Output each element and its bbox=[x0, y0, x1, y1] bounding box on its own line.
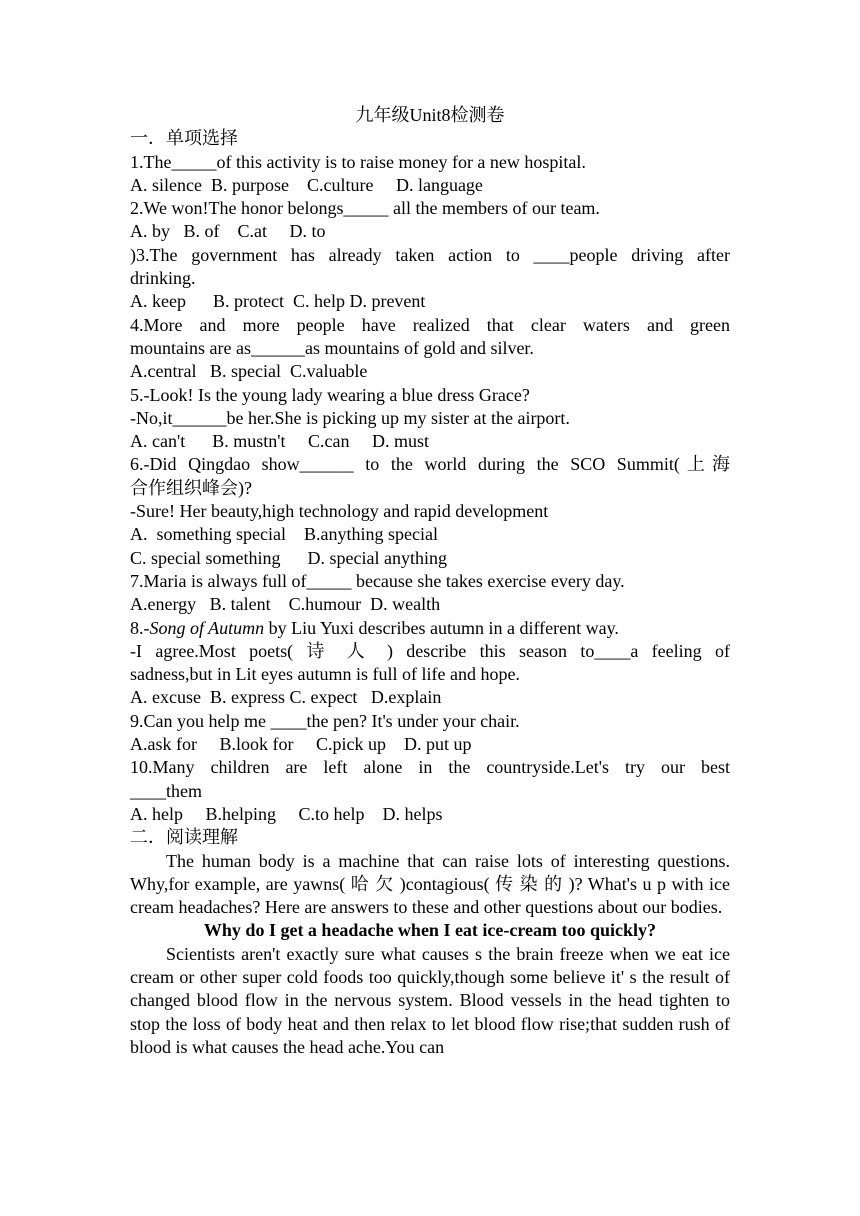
question-reply: -I agree.Most poets( 诗 人 ) describe this season to____a feeling of bbox=[130, 640, 730, 661]
question-reply: -Sure! Her beauty,high technology and rapid development bbox=[130, 501, 549, 522]
stem-suffix: by Liu Yuxi describes autumn in a different way. bbox=[264, 617, 619, 638]
question-options: A. something special B.anything special bbox=[130, 524, 438, 545]
question-reply: -No,it______be her.She is picking up my sister at the airport. bbox=[130, 407, 570, 428]
question-options: A.ask for B.look for C.pick up D. put up bbox=[130, 734, 472, 755]
poem-title: Song of Autumn bbox=[149, 617, 265, 638]
question-stem: 7.Maria is always full of_____ because she takes exercise every day. bbox=[130, 570, 625, 591]
question-stem: 5.-Look! Is the young lady wearing a blue dress Grace? bbox=[130, 384, 530, 405]
question-options: A. keep B. protect C. help D. prevent bbox=[130, 291, 426, 312]
question-options: A. silence B. purpose C.culture D. language bbox=[130, 174, 483, 195]
question-options: A. can't B. mustn't C.can D. must bbox=[130, 431, 429, 452]
question-stem: 2.We won!The honor belongs_____ all the members of our team. bbox=[130, 198, 600, 219]
reading-body-paragraph: Scientists aren't exactly sure what causes s the brain freeze when we eat ice cream or other super cold foods too quickly,though some believe it' s the result of changed blood flow in the nervous system. Blood vessels in the head tighten to stop the loss of body heat and then relax to let blood flow rise;that sudden rush of blood is what causes the head ache.You can bbox=[130, 943, 730, 1057]
question-stem: 1.The_____of this activity is to raise money for a new hospital. bbox=[130, 151, 586, 172]
question-stem-continued: drinking. bbox=[130, 268, 196, 289]
reading-intro-paragraph: The human body is a machine that can raise lots of interesting questions. Why,for example, are yawns( 哈 欠 )contagious( 传 染 的 )? What's u p with ice cream headaches? Here are answers to these and other questions about our bodies. bbox=[130, 850, 730, 918]
question-stem bbox=[130, 617, 730, 640]
stem-prefix: 8.- bbox=[130, 617, 150, 638]
page-title: 九年级Unit8检测卷 bbox=[355, 105, 505, 125]
question-options: A.central B. special C.valuable bbox=[130, 361, 368, 382]
question-stem: 9.Can you help me ____the pen? It's under your chair. bbox=[130, 710, 520, 731]
question-reply-continued: sadness,but in Lit eyes autumn is full of life and hope. bbox=[130, 664, 520, 685]
question-stem: )3.The government has already taken action to ____people driving after bbox=[130, 244, 730, 265]
question-stem-continued: 合作组织峰会)? bbox=[130, 477, 252, 498]
section-heading: 一．单项选择 bbox=[130, 128, 238, 149]
section-heading: 二．阅读理解 bbox=[130, 827, 238, 848]
document-page bbox=[130, 104, 730, 1059]
question-stem: 6.-Did Qingdao show______ to the world during the SCO Summit(上海 bbox=[130, 454, 730, 475]
question-options: A. by B. of C.at D. to bbox=[130, 221, 326, 242]
question-stem: 10.Many children are left alone in the countryside.Let's try our best bbox=[130, 757, 730, 778]
question-stem: 4.More and more people have realized that clear waters and green bbox=[130, 314, 730, 335]
question-stem-continued: mountains are as______as mountains of gold and silver. bbox=[130, 337, 534, 358]
question-options: C. special something D. special anything bbox=[130, 547, 447, 568]
reading-subheading: Why do I get a headache when I eat ice-cream too quickly? bbox=[203, 920, 657, 941]
question-options: A. help B.helping C.to help D. helps bbox=[130, 803, 443, 824]
question-stem-continued: ____them bbox=[130, 780, 202, 801]
question-options: A. excuse B. express C. expect D.explain bbox=[130, 687, 442, 708]
question-options: A.energy B. talent C.humour D. wealth bbox=[130, 594, 441, 615]
